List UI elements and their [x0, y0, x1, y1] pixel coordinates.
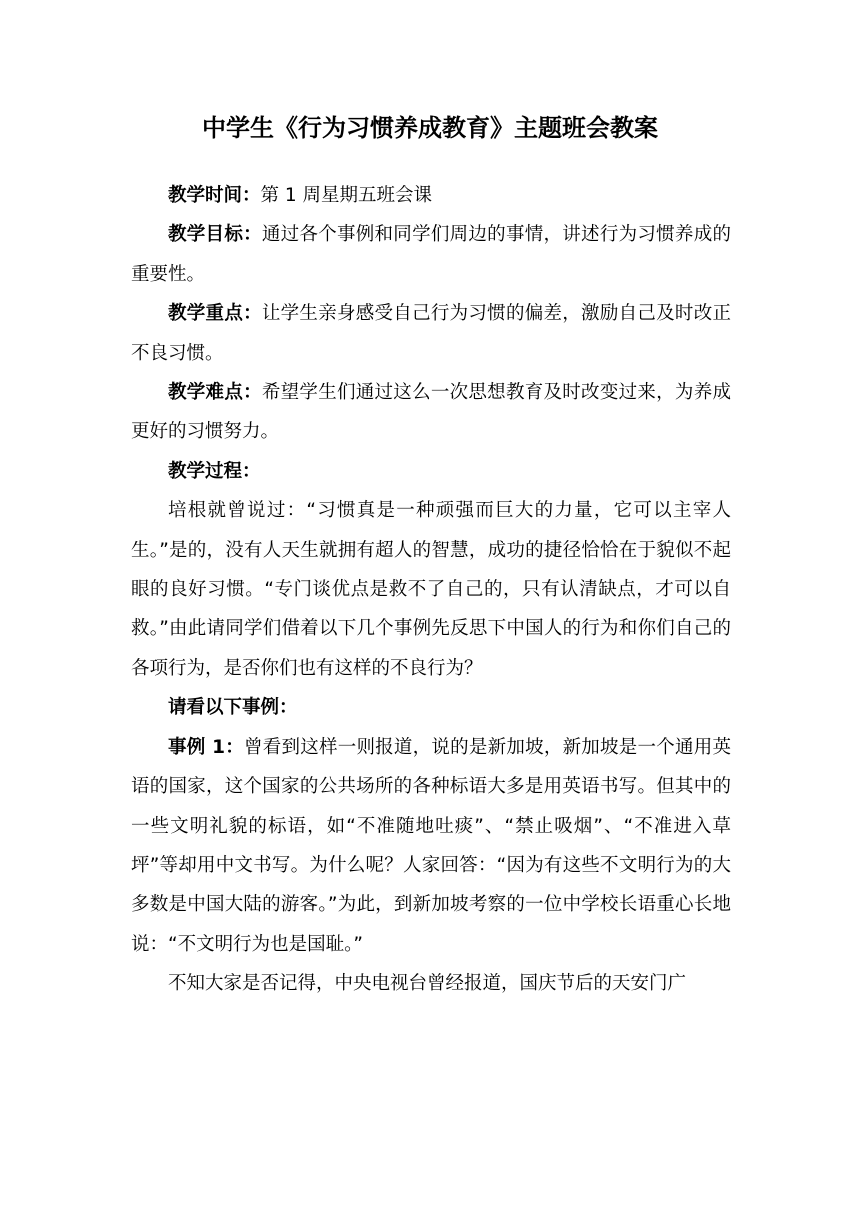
- label-teaching-difficulty: 教学难点：: [168, 382, 262, 404]
- label-see-examples: 请看以下事例：: [168, 697, 298, 719]
- text-example-1: 曾看到这样一则报道，说的是新加坡，新加坡是一个通用英语的国家，这个国家的公共场所的各种标语大多是用英语书写。但其中的一些文明礼貌的标语，如“不准随地吐痰”、“禁止吸烟”、“不准进入草坪”等却用中文书写。为什么呢？人家回答：“因为有这些不文明行为的大多数是中国大陆的游客。”为此，到新加坡考察的一位中学校长语重心长地说：“不文明行为也是国耻。”: [131, 736, 731, 955]
- text-cctv-report: 不知大家是否记得，中央电视台曾经报道，国庆节后的天安门广: [168, 973, 687, 995]
- text-teaching-goal: 通过各个事例和同学们周边的事情，讲述行为习惯养成的重要性。: [131, 224, 731, 285]
- text-teaching-difficulty: 希望学生们通过这么一次思想教育及时改变过来，为养成更好的习惯努力。: [131, 382, 731, 443]
- paragraph-bacon-quote: [131, 491, 731, 688]
- label-teaching-process: 教学过程：: [168, 460, 261, 482]
- text-teaching-time: 第 1 周星期五班会课: [260, 185, 433, 206]
- paragraph-teaching-time: [131, 176, 731, 215]
- text-bacon-quote: 培根就曾说过：“习惯真是一种顽强而巨大的力量，它可以主宰人生。”是的，没有人天生就拥有超人的智慧，成功的捷径恰恰在于貌似不起眼的良好习惯。“专门谈优点是救不了自己的，只有认清缺点，才可以自救。”由此请同学们借着以下几个事例先反思下中国人的行为和你们自己的各项行为，是否你们也有这样的不良行为？: [131, 500, 731, 679]
- paragraph-teaching-process: [131, 452, 731, 491]
- label-teaching-time: 教学时间：: [168, 185, 261, 206]
- paragraph-teaching-difficulty: [131, 373, 731, 452]
- text-teaching-focus: 让学生亲身感受自己行为习惯的偏差，激励自己及时改正不良习惯。: [131, 303, 731, 364]
- label-example-1: 事例 1：: [168, 736, 245, 758]
- label-teaching-focus: 教学重点：: [168, 303, 262, 325]
- label-teaching-goal: 教学目标：: [168, 224, 262, 246]
- paragraph-cctv-report: [131, 964, 731, 1003]
- document-body: [131, 176, 731, 1004]
- paragraph-example-1: [131, 728, 731, 964]
- paragraph-teaching-goal: [131, 215, 731, 294]
- paragraph-teaching-focus: [131, 294, 731, 373]
- document-title: 中学生《行为习惯养成教育》主题班会教案: [202, 114, 658, 142]
- paragraph-see-examples: [131, 688, 731, 727]
